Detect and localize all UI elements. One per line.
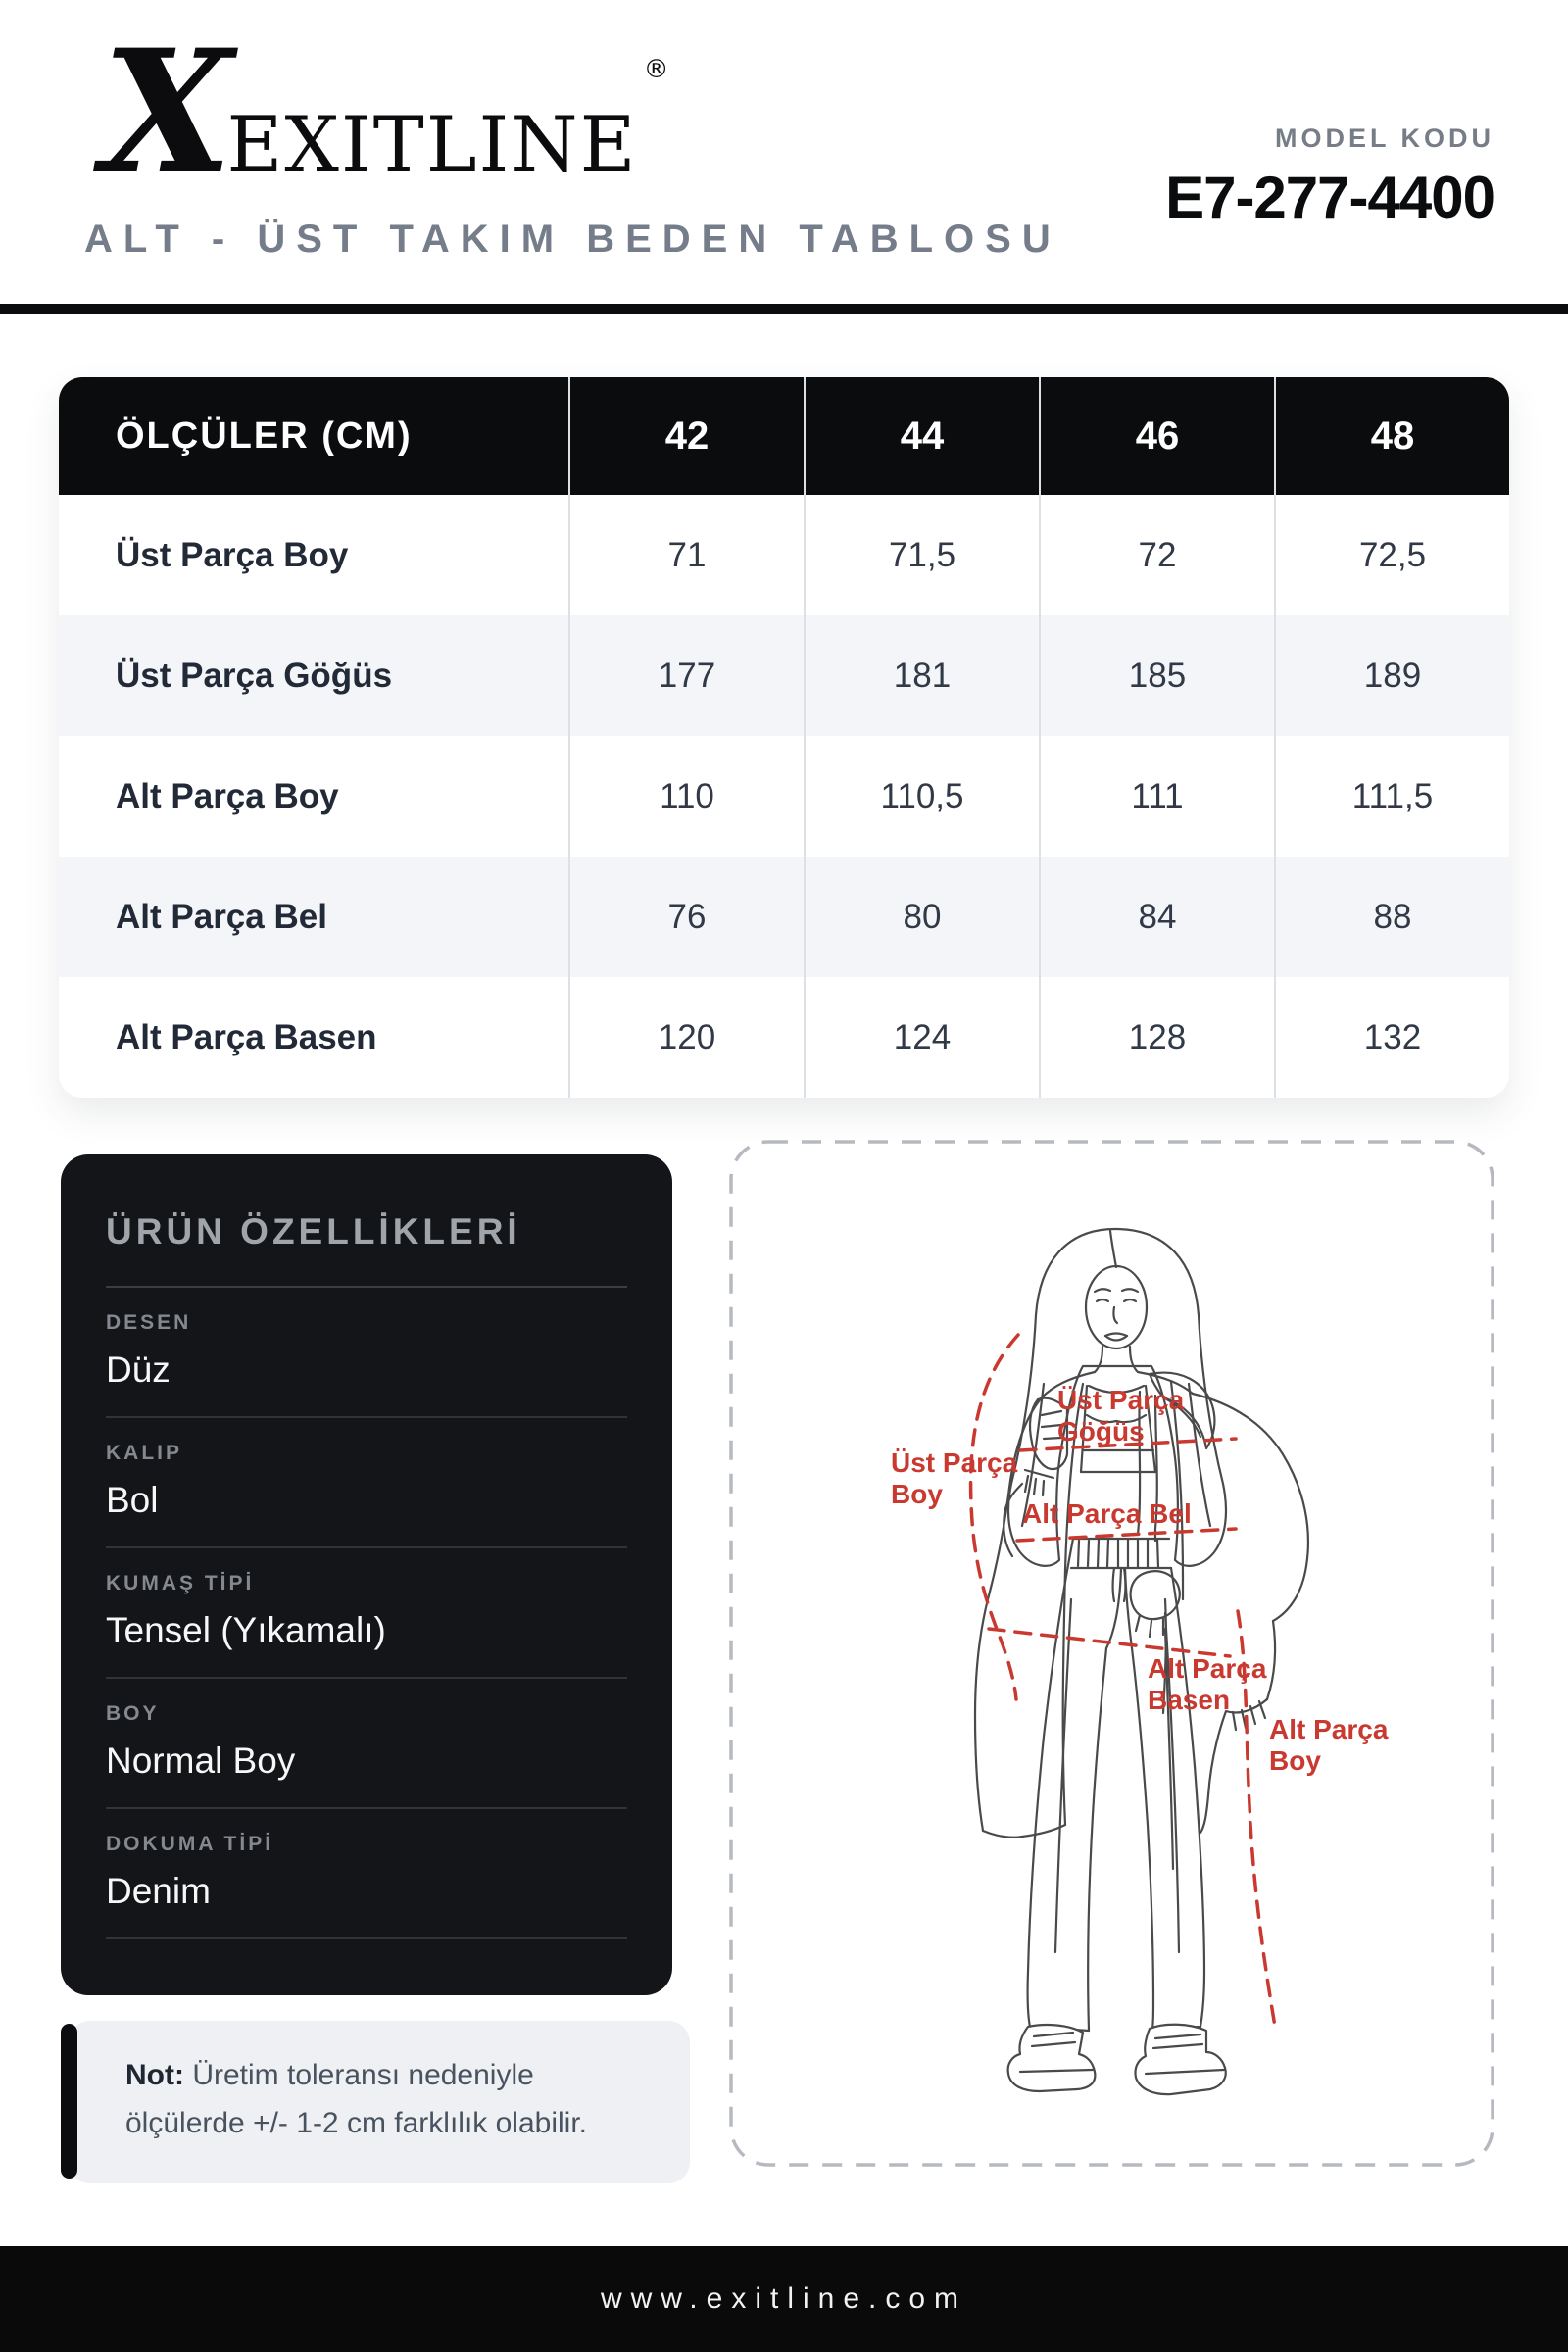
waist-label: Alt Parça Bel xyxy=(1022,1498,1192,1529)
measurement-value: 110,5 xyxy=(804,736,1039,857)
measurement-value: 111 xyxy=(1039,736,1274,857)
feature-label: KUMAŞ TİPİ xyxy=(106,1572,255,1594)
measurement-value: 128 xyxy=(1039,977,1274,1098)
table-row xyxy=(59,615,1509,736)
measurement-annotations xyxy=(891,1335,1389,2027)
figure-drawing xyxy=(728,1139,1495,2168)
measurement-row-label: Alt Parça Bel xyxy=(116,897,327,936)
size-column-header: 46 xyxy=(1039,377,1274,495)
note-prefix: Not: xyxy=(125,2059,184,2091)
page-title: ALT - ÜST TAKIM BEDEN TABLOSU xyxy=(84,218,1061,261)
size-table-header xyxy=(59,377,1509,495)
measurement-value: 72,5 xyxy=(1274,495,1509,615)
footer-bar xyxy=(0,2246,1568,2352)
measurement-value: 111,5 xyxy=(1274,736,1509,857)
features-title: ÜRÜN ÖZELLİKLERİ xyxy=(106,1211,521,1251)
measurement-row-label: Üst Parça Boy xyxy=(116,535,349,574)
feature-label: DOKUMA TİPİ xyxy=(106,1833,274,1855)
measurement-row-label: Alt Parça Boy xyxy=(116,776,339,815)
measurement-value: 110 xyxy=(568,736,804,857)
measurement-value: 71,5 xyxy=(804,495,1039,615)
feature-item xyxy=(106,1679,627,1809)
top-length-label: Üst Parça Boy xyxy=(891,1447,1018,1509)
note-text xyxy=(125,2052,655,2147)
measurement-value: 84 xyxy=(1039,857,1274,977)
measurement-value: 80 xyxy=(804,857,1039,977)
measurement-value: 72 xyxy=(1039,495,1274,615)
size-column-header: 48 xyxy=(1274,377,1509,495)
table-row xyxy=(59,857,1509,977)
registered-trademark-icon: ® xyxy=(643,55,669,84)
model-code-value: E7-277-4400 xyxy=(1165,165,1494,230)
brand-logo xyxy=(102,12,669,211)
model-code-label: MODEL KODU xyxy=(1274,123,1494,153)
size-column-header: 44 xyxy=(804,377,1039,495)
measurement-row-label: Alt Parça Basen xyxy=(116,1017,377,1056)
table-row xyxy=(59,736,1509,857)
size-table xyxy=(59,377,1509,1098)
feature-item xyxy=(106,1418,627,1548)
measurement-value: 124 xyxy=(804,977,1039,1098)
measurement-value: 189 xyxy=(1274,615,1509,736)
note-box xyxy=(61,2021,690,2183)
feature-value: Normal Boy xyxy=(106,1740,296,1781)
measurement-illustration xyxy=(728,1139,1495,2168)
note-accent-bar xyxy=(61,2024,77,2179)
feature-value: Denim xyxy=(106,1871,211,1911)
feature-value: Tensel (Yıkamalı) xyxy=(106,1610,386,1650)
feature-item xyxy=(106,1288,627,1418)
feature-item xyxy=(106,1548,627,1679)
bottom-length-label: Alt Parça Boy xyxy=(1269,1714,1389,1776)
measurement-value: 71 xyxy=(568,495,804,615)
feature-item xyxy=(106,1809,627,1939)
table-row xyxy=(59,977,1509,1098)
measurement-value: 185 xyxy=(1039,615,1274,736)
product-features-panel xyxy=(61,1154,672,1995)
measurement-value: 132 xyxy=(1274,977,1509,1098)
note-body: Üretim toleransı nedeniyle ölçülerde +/- 1-2 cm farklılık olabilir. xyxy=(125,2059,588,2139)
footer-url: www.exitline.com xyxy=(600,2282,968,2315)
feature-label: BOY xyxy=(106,1702,160,1725)
size-column-header: 42 xyxy=(568,377,804,495)
feature-value: Bol xyxy=(106,1480,159,1520)
size-table-body xyxy=(59,495,1509,1098)
header-divider xyxy=(0,304,1568,314)
measurement-value: 177 xyxy=(568,615,804,736)
feature-label: DESEN xyxy=(106,1311,192,1334)
brand-wordmark: EXITLINE xyxy=(226,101,638,189)
measurement-value: 181 xyxy=(804,615,1039,736)
feature-value: Düz xyxy=(106,1349,171,1390)
feature-list xyxy=(106,1288,627,1939)
measurement-value: 76 xyxy=(568,857,804,977)
hip-dash-line xyxy=(989,1629,1230,1656)
measurement-value: 88 xyxy=(1274,857,1509,977)
measurement-row-label: Üst Parça Göğüs xyxy=(116,656,393,695)
measurement-value: 120 xyxy=(568,977,804,1098)
size-table-corner-label: ÖLÇÜLER (CM) xyxy=(116,415,413,457)
hip-label: Alt Parça Basen xyxy=(1148,1653,1267,1715)
brand-monogram-x: X xyxy=(102,12,233,211)
chest-label: Üst Parça Göğüs xyxy=(1057,1385,1185,1446)
table-row xyxy=(59,495,1509,615)
feature-label: KALIP xyxy=(106,1442,182,1464)
model-code-block xyxy=(1165,123,1494,231)
